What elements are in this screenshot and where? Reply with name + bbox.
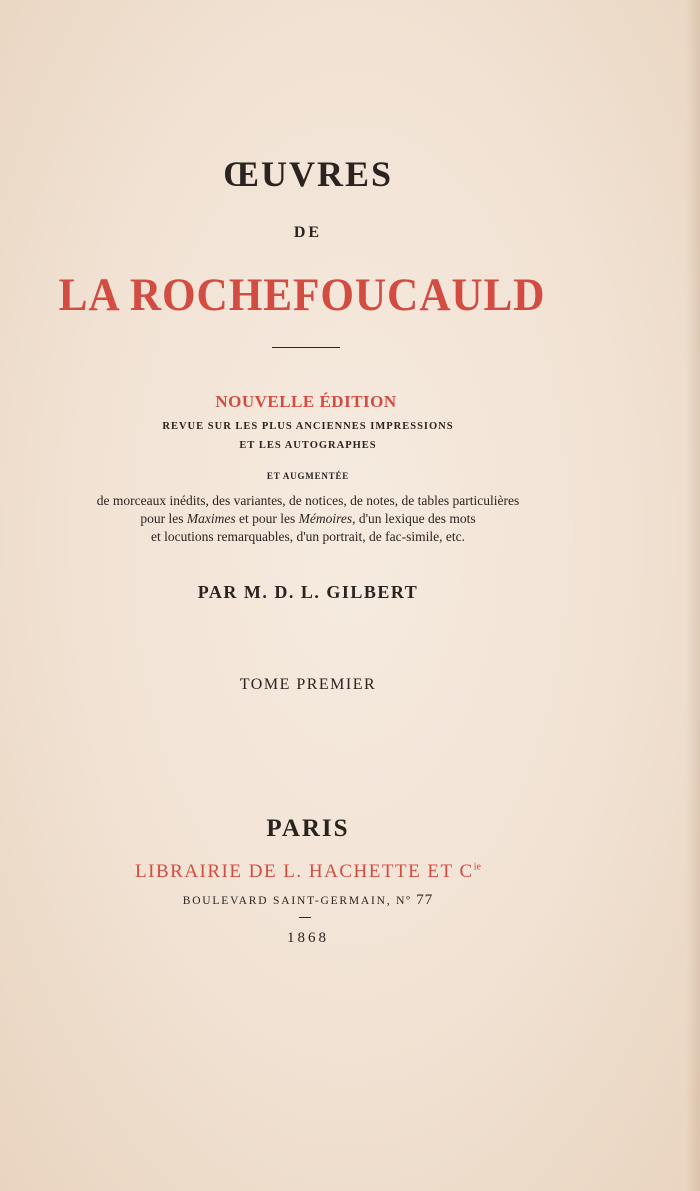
edition-augmentee: ET AUGMENTÉE bbox=[266, 471, 350, 481]
desc-text-c: , d'un lexique des mots bbox=[352, 511, 476, 526]
edition-heading: NOUVELLE ÉDITION bbox=[215, 392, 397, 411]
desc-maximes: Maximes bbox=[186, 511, 236, 526]
edition-description-line-1: de morceaux inédits, des variantes, de notices, de notes, de tables particulières bbox=[96, 493, 520, 508]
imprint-divider-rule bbox=[299, 917, 311, 918]
imprint-publisher bbox=[0, 861, 658, 883]
title-author-name: LA ROCHEFOUCAULD bbox=[58, 269, 546, 321]
volume-label: TOME PREMIER bbox=[239, 676, 377, 693]
desc-text-b: et pour les bbox=[235, 511, 299, 526]
address-number: 77 bbox=[416, 892, 434, 908]
edition-revue-line-2: ET LES AUTOGRAPHES bbox=[239, 440, 377, 451]
edition-revue-line-1: REVUE SUR LES PLUS ANCIENNES IMPRESSIONS bbox=[162, 421, 454, 432]
title-de: DE bbox=[293, 224, 323, 241]
page-edge-shadow bbox=[686, 0, 700, 1191]
desc-text-a: pour les bbox=[140, 511, 187, 526]
publisher-name: LIBRAIRIE DE L. HACHETTE ET C bbox=[135, 861, 474, 882]
edition-description-line-2 bbox=[0, 511, 658, 527]
desc-memoires: Mémoires bbox=[298, 511, 353, 526]
imprint-city: PARIS bbox=[266, 815, 350, 842]
imprint-address bbox=[0, 892, 658, 909]
editor-credit: PAR M. D. L. GILBERT bbox=[197, 582, 419, 602]
publisher-superscript: ie bbox=[473, 861, 481, 873]
imprint-year: 1868 bbox=[287, 930, 329, 946]
address-street: BOULEVARD SAINT-GERMAIN, Nº bbox=[182, 895, 417, 907]
edition-description-line-3: et locutions remarquables, d'un portrait, de fac-simile, etc. bbox=[151, 529, 465, 544]
title-divider-rule bbox=[272, 347, 340, 348]
title-oeuvres: ŒUVRES bbox=[222, 154, 394, 194]
